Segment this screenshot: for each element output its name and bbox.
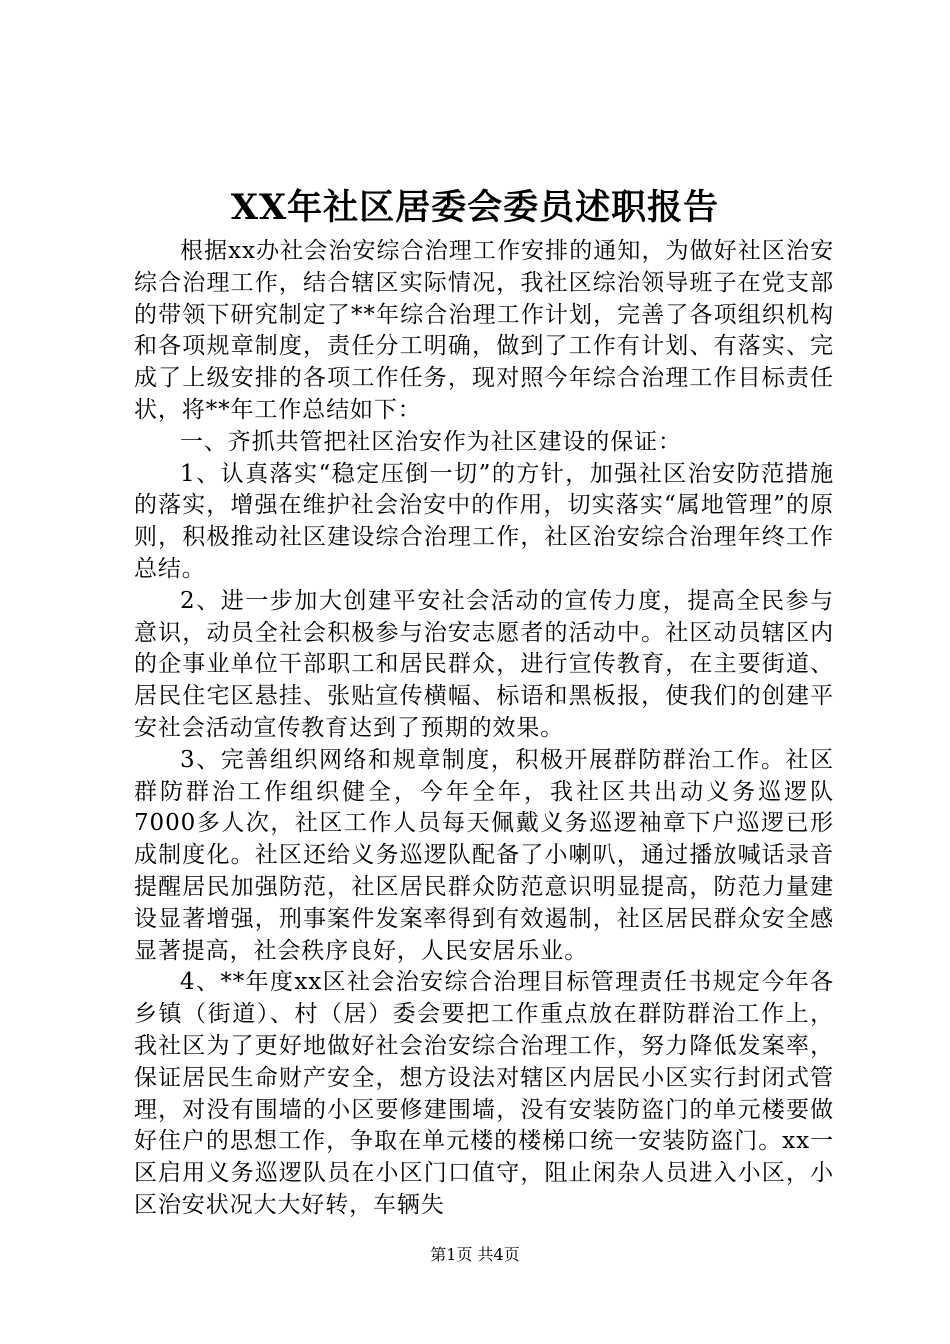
paragraph-item-1: 1、认真落实“稳定压倒一切”的方针，加强社区治安防范措施的落实，增强在维护社会治安中的作用，切实落实“属地管理”的原则，积极推动社区建设综合治理工作，社区治安综合治理年终工作总结。 xyxy=(134,460,834,582)
paragraph-section-heading: 一、齐抓共管把社区治安作为社区建设的保证： xyxy=(180,428,682,455)
paragraph-item-2: 2、进一步加大创建平安社会活动的宣传力度，提高全民参与意识，动员全社会积极参与治安志愿者的活动中。社区动员辖区内的企事业单位干部职工和居民群众，进行宣传教育，在主要街道、居民住宅区悬挂、张贴宣传横幅、标语和黑板报，使我们的创建平安社会活动宣传教育达到了预期的效果。 xyxy=(134,587,834,741)
paragraph-intro: 根据xx办社会治安综合治理工作安排的通知，为做好社区治安综合治理工作，结合辖区实际情况，我社区综治领导班子在党支部的带领下研究制定了**年综合治理工作计划，完善了各项组织机构和各项规章制度，责任分工明确，做到了工作有计划、有落实、完成了上级安排的各项工作任务，现对照今年综合治理工作目标责任状，将**年工作总结如下： xyxy=(134,238,834,423)
page-footer: 第1页 共4页 xyxy=(430,1245,520,1264)
paragraph-item-3: 3、完善组织网络和规章制度，积极开展群防群治工作。社区群防群治工作组织健全，今年全年，我社区共出动义务巡逻队7000多人次，社区工作人员每天佩戴义务巡逻袖章下户巡逻已形成制度化。社区还给义务巡逻队配备了小喇叭，通过播放喊话录音提醒居民加强防范，社区居民群众防范意识明显提高，防范力量建设显著增强，刑事案件发案率得到有效遏制，社区居民群众安全感显著提高，社会秩序良好，人民安居乐业。 xyxy=(134,746,834,964)
document-title: XX年社区居委会委员述职报告 xyxy=(230,187,720,228)
paragraph-item-4: 4、**年度xx区社会治安综合治理目标管理责任书规定今年各乡镇（街道）、村（居）委会要把工作重点放在群防群治工作上，我社区为了更好地做好社会治安综合治理工作，努力降低发案率，保证居民生命财产安全，想方设法对辖区内居民小区实行封闭式管理，对没有围墙的小区要修建围墙，没有安装防盗门的单元楼要做好住户的思想工作，争取在单元楼的楼梯口统一安装防盗门。xx一区启用义务巡逻队员在小区门口值守，阻止闲杂人员进入小区，小区治安状况大大好转，车辆失 xyxy=(134,969,834,1218)
document-body xyxy=(134,236,834,1222)
